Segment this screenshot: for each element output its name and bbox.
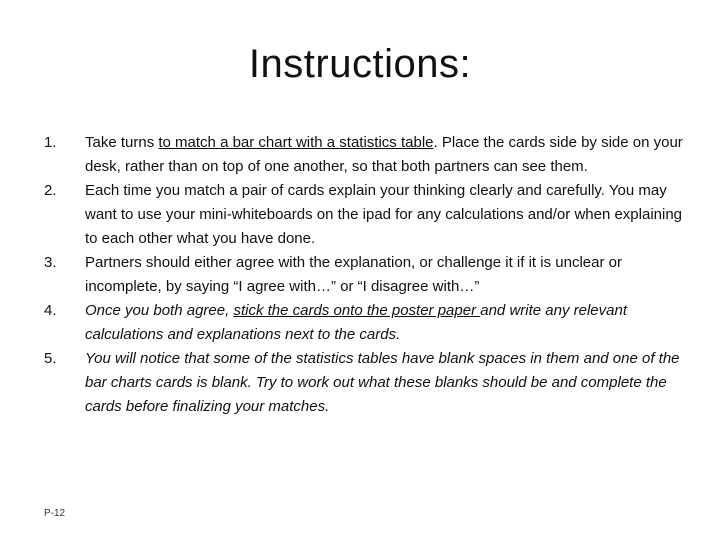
item-number: 2.	[44, 182, 57, 199]
item-text-end: . Place the cards side by side on your desk, rather than on top of one another, so that both partners can see them.	[85, 134, 683, 175]
item-number: 3.	[44, 254, 57, 271]
item-text: You will notice that some of the statistics tables have blank spaces in them and one of the bar charts cards is blank. Try to work out what these blanks should be and complete the cards before finalizing your matches.	[85, 350, 680, 415]
item-text-start: Once you both agree,	[85, 302, 234, 319]
item-text: Each time you match a pair of cards explain your thinking clearly and carefully. You may want to use your mini-whiteboards on the ipad for any calculations and/or when explaining to each other what you have done.	[85, 182, 683, 247]
item-number: 4.	[44, 302, 57, 319]
page-number: P-12	[44, 508, 66, 519]
item-number: 1.	[44, 134, 57, 151]
item-text-start: Take turns	[85, 134, 159, 151]
item-text-end: and write any relevant calculations and explanations next to the cards.	[85, 302, 627, 343]
page-title: Instructions:	[248, 42, 472, 86]
instruction-item-2	[0, 179, 720, 251]
item-text	[85, 134, 683, 175]
instruction-item-1	[0, 131, 720, 179]
underlined-phrase: stick the cards onto the poster paper	[233, 302, 481, 319]
item-number: 5.	[44, 350, 57, 367]
item-text: Partners should either agree with the explanation, or challenge it if it is unclear or incomplete, by saying “I agree with…” or “I disagree with…”	[85, 254, 622, 295]
underlined-phrase: to match a bar chart with a statistics table	[158, 134, 434, 151]
instruction-item-5	[0, 347, 720, 419]
instructions-list	[0, 131, 720, 419]
instruction-item-4	[0, 299, 720, 347]
instruction-item-3	[0, 251, 720, 299]
item-text	[85, 302, 627, 343]
